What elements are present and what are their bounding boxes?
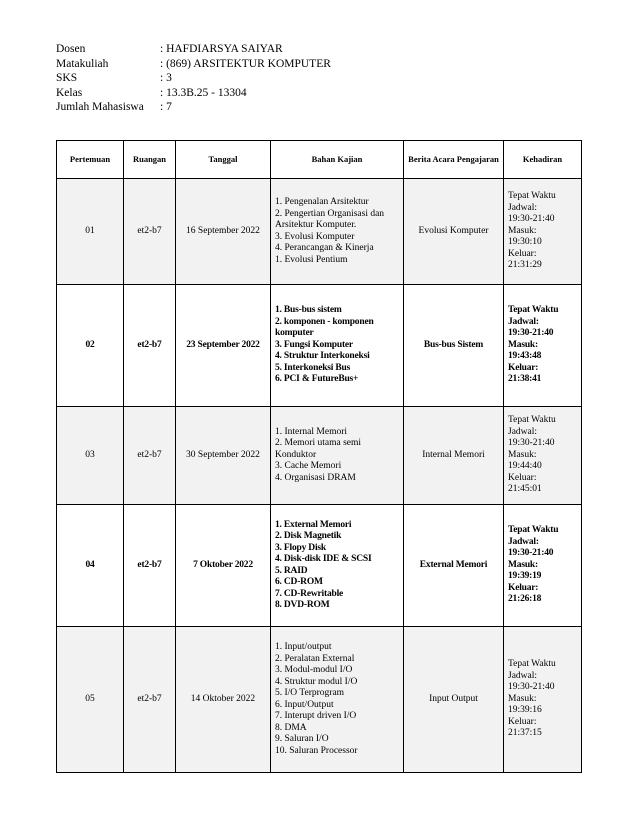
topic-line: 6. Input/Output bbox=[275, 699, 334, 710]
kehadiran-cell bbox=[504, 407, 582, 505]
topic-line: 9. Saluran I/O bbox=[275, 734, 329, 744]
topic-line: 3. Modul-modul I/O bbox=[275, 665, 353, 675]
bahan-kajian-cell bbox=[271, 285, 404, 407]
keluar-value: 21:37:15 bbox=[508, 728, 542, 739]
header-kehadiran: Kehadiran bbox=[504, 141, 582, 179]
jadwal-value: 19:30-21:40 bbox=[508, 214, 555, 225]
keluar-label: Keluar: bbox=[508, 362, 539, 373]
bahan-kajian-cell bbox=[271, 627, 404, 773]
table-row bbox=[57, 627, 582, 773]
jadwal-label: Jadwal: bbox=[508, 202, 538, 213]
header-tanggal: Tanggal bbox=[176, 141, 271, 179]
kehadiran-cell bbox=[504, 627, 582, 773]
topic-line: 5. I/O Terprogram bbox=[275, 688, 345, 698]
topic-line: 4. Perancangan & Kinerja bbox=[275, 243, 374, 253]
table-row bbox=[57, 285, 582, 407]
sks-row bbox=[56, 71, 331, 86]
topic-line: 10. Saluran Processor bbox=[275, 745, 358, 756]
topic-line: 8. DVD-ROM bbox=[275, 600, 330, 610]
masuk-label: Masuk: bbox=[508, 559, 538, 570]
topic-line: 8. DMA bbox=[275, 722, 307, 733]
masuk-label: Masuk: bbox=[508, 693, 537, 704]
topic-line: 6. CD-ROM bbox=[275, 577, 323, 587]
dosen-label: Dosen bbox=[56, 43, 86, 55]
pertemuan-cell: 05 bbox=[57, 627, 124, 773]
table-header-row bbox=[57, 141, 582, 179]
course-info bbox=[56, 42, 331, 115]
topic-line: 2. komponen - komponen komputer bbox=[275, 316, 374, 339]
dosen-row bbox=[56, 42, 331, 57]
tanggal-cell: 23 September 2022 bbox=[176, 285, 271, 407]
pertemuan-cell: 01 bbox=[57, 179, 124, 285]
matakuliah-row bbox=[56, 57, 331, 72]
jadwal-label: Jadwal: bbox=[508, 426, 538, 437]
topic-line: 4. Struktur Interkoneksi bbox=[275, 351, 370, 362]
sks-value: : 3 bbox=[160, 72, 172, 84]
attendance-table bbox=[56, 140, 582, 773]
tanggal-cell: 16 September 2022 bbox=[176, 179, 271, 285]
topic-line: 1. Internal Memori bbox=[275, 426, 348, 437]
topic-line: 2. Peralatan External bbox=[275, 653, 355, 664]
topic-line: 2. Memori utama semi Konduktor bbox=[275, 438, 362, 460]
pertemuan-cell: 03 bbox=[57, 407, 124, 505]
table-row bbox=[57, 407, 582, 505]
sks-label: SKS bbox=[56, 72, 78, 84]
status-text: Tepat Waktu bbox=[508, 659, 556, 670]
pertemuan-cell: 04 bbox=[57, 505, 124, 627]
topic-line: 6. PCI & FutureBus+ bbox=[275, 374, 359, 385]
bahan-kajian-cell bbox=[271, 407, 404, 505]
jadwal-label: Jadwal: bbox=[508, 316, 539, 327]
jadwal-value: 19:30-21:40 bbox=[508, 438, 555, 449]
header-bahan-kajian: Bahan Kajian bbox=[271, 141, 404, 179]
ruangan-cell: et2-b7 bbox=[124, 179, 176, 285]
matakuliah-value: : (869) ARSITEKTUR KOMPUTER bbox=[160, 57, 331, 70]
topic-line: 1. External Memori bbox=[275, 519, 352, 530]
tanggal-cell: 30 September 2022 bbox=[176, 407, 271, 505]
kehadiran-cell bbox=[504, 179, 582, 285]
topic-line: 2. Pengertian Organisasi dan Arsitektur Komputer. bbox=[275, 208, 385, 230]
ruangan-cell: et2-b7 bbox=[124, 505, 176, 627]
masuk-label: Masuk: bbox=[508, 449, 537, 460]
topic-line: 3. Cache Memori bbox=[275, 461, 342, 472]
bahan-kajian-cell bbox=[271, 179, 404, 285]
topic-line: 2. Disk Magnetik bbox=[275, 531, 342, 541]
status-text: Tepat Waktu bbox=[508, 305, 559, 316]
topic-line: 7. Interupt driven I/O bbox=[275, 711, 357, 721]
tanggal-cell: 7 Oktober 2022 bbox=[176, 505, 271, 627]
header-ruangan: Ruangan bbox=[124, 141, 176, 179]
dosen-value: : HAFDIARSYA SAIYAR bbox=[160, 43, 283, 55]
topic-line: 4. Organisasi DRAM bbox=[275, 472, 356, 483]
table-row bbox=[57, 179, 582, 285]
masuk-value: 19:43:48 bbox=[508, 351, 542, 362]
jadwal-label: Jadwal: bbox=[508, 536, 539, 547]
berita-acara-cell: Input Output bbox=[404, 627, 504, 773]
bahan-kajian-cell bbox=[271, 505, 404, 627]
topic-line: 1. Input/output bbox=[275, 642, 332, 652]
header-pertemuan: Pertemuan bbox=[57, 141, 124, 179]
status-text: Tepat Waktu bbox=[508, 415, 556, 426]
jumlah-mahasiswa-value: : 7 bbox=[160, 101, 172, 113]
keluar-label: Keluar: bbox=[508, 248, 537, 259]
topic-line: 3. Evolusi Komputer bbox=[275, 231, 355, 242]
keluar-label: Keluar: bbox=[508, 472, 537, 483]
masuk-label: Masuk: bbox=[508, 225, 537, 236]
kelas-value: : 13.3B.25 - 13304 bbox=[160, 86, 247, 99]
jadwal-label: Jadwal: bbox=[508, 670, 538, 681]
table-row bbox=[57, 505, 582, 627]
topic-line: 3. Flopy Disk bbox=[275, 542, 326, 553]
keluar-label: Keluar: bbox=[508, 582, 539, 593]
jumlah-mahasiswa-label: Jumlah Mahasiswa bbox=[56, 101, 144, 113]
jumlah-mahasiswa-row bbox=[56, 100, 331, 115]
masuk-value: 19:39:16 bbox=[508, 705, 542, 716]
status-text: Tepat Waktu bbox=[508, 191, 556, 202]
jadwal-value: 19:30-21:40 bbox=[508, 682, 555, 693]
keluar-value: 21:45:01 bbox=[508, 484, 542, 495]
status-text: Tepat Waktu bbox=[508, 525, 559, 536]
jadwal-value: 19:30-21:40 bbox=[508, 328, 554, 339]
keluar-value: 21:31:29 bbox=[508, 260, 542, 271]
tanggal-cell: 14 Oktober 2022 bbox=[176, 627, 271, 773]
kehadiran-cell bbox=[504, 505, 582, 627]
keluar-value: 21:38:41 bbox=[508, 374, 542, 385]
topic-line: 3. Fungsi Komputer bbox=[275, 339, 353, 350]
keluar-label: Keluar: bbox=[508, 716, 537, 727]
berita-acara-cell: Bus-bus Sistem bbox=[404, 285, 504, 407]
kehadiran-cell bbox=[504, 285, 582, 407]
masuk-label: Masuk: bbox=[508, 339, 538, 350]
ruangan-cell: et2-b7 bbox=[124, 285, 176, 407]
topic-line: 1. Pengenalan Arsitektur bbox=[275, 197, 369, 207]
topic-line: 1. Bus-bus sistem bbox=[275, 305, 342, 316]
masuk-value: 19:44:40 bbox=[508, 461, 542, 472]
topic-line: 4. Disk-disk IDE & SCSI bbox=[275, 554, 372, 564]
ruangan-cell: et2-b7 bbox=[124, 407, 176, 505]
berita-acara-cell: Internal Memori bbox=[404, 407, 504, 505]
masuk-value: 19:39:19 bbox=[508, 571, 542, 582]
berita-acara-cell: External Memori bbox=[404, 505, 504, 627]
topic-line: 4. Struktur modul I/O bbox=[275, 676, 358, 687]
topic-line: 7. CD-Rewritable bbox=[275, 588, 344, 599]
ruangan-cell: et2-b7 bbox=[124, 627, 176, 773]
berita-acara-cell: Evolusi Komputer bbox=[404, 179, 504, 285]
topic-line: 5. Interkoneksi Bus bbox=[275, 362, 351, 373]
kelas-label: Kelas bbox=[56, 86, 83, 99]
keluar-value: 21:26:18 bbox=[508, 594, 542, 605]
kelas-row bbox=[56, 86, 331, 101]
pertemuan-cell: 02 bbox=[57, 285, 124, 407]
jadwal-value: 19:30-21:40 bbox=[508, 548, 554, 559]
topic-line: 1. Evolusi Pentium bbox=[275, 254, 348, 265]
header-berita-acara: Berita Acara Pengajaran bbox=[404, 141, 504, 179]
topic-line: 5. RAID bbox=[275, 565, 308, 576]
matakuliah-label: Matakuliah bbox=[56, 57, 109, 70]
masuk-value: 19:30:10 bbox=[508, 237, 542, 248]
